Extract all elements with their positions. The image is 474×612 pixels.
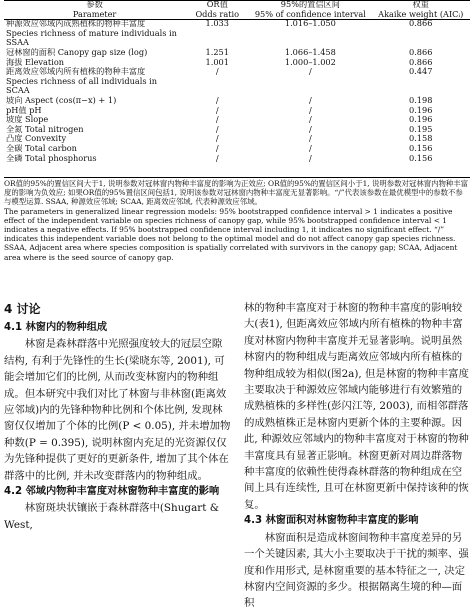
header-ci-cn: 95%的置信区间	[280, 0, 340, 9]
row-odds-ratio: /	[215, 104, 219, 115]
paragraph-4-2-start: 林窗斑块状镶嵌于森林群落中(Shugart & West,	[4, 502, 219, 531]
table-row	[4, 48, 470, 58]
discussion-right-column	[244, 300, 472, 612]
header-confidence-interval	[249, 0, 371, 19]
row-parameter-line1: 坡度 Slope	[6, 114, 49, 125]
row-parameter	[4, 67, 185, 96]
row-odds-ratio: /	[215, 66, 219, 77]
row-confidence-interval: /	[308, 142, 312, 153]
header-or-cn: OR值	[206, 0, 228, 9]
table-note-en: The parameters in generalized linear regression models: 95% bootstrapped confidence interval > 1 indicates a positive effect of the independent variable on species richness of canopy gap, while 95% bootstrapped confidence interval < 1 indicates a negative effects. If 95% bootstrapped confidence interval including 1, it indicates no significant effect. “/” indicates this independent variable does not belong to the optimal model and do not affect canopy gap species richness. SSAA, Adjacent area where species composition is spatially correlated with survivors in the canopy gap; SCAA, Adjacent area where is the seed source of canopy gap.	[4, 206, 458, 262]
header-aic-en: Akaike weight (AICᵢ)	[378, 8, 464, 19]
row-parameter	[4, 19, 185, 48]
row-odds-ratio: 1.033	[205, 18, 229, 29]
row-akaike-weight: 0.196	[409, 104, 433, 115]
row-odds-ratio: 1.251	[205, 46, 229, 57]
paragraph-4-3: 林窗面积是造成林窗间物种丰富度差异的另一个关键因素, 其大小主要取决于干扰的频率、强度和作用形式, 是林窗重要的基本特征之一, 决定林窗内空间资源的多少。根据隔离生境的种—面积	[244, 531, 469, 610]
row-confidence-interval: /	[308, 94, 312, 105]
table-notes	[4, 179, 470, 262]
row-confidence-interval: /	[308, 104, 312, 115]
row-parameter-line1: 坡向 Aspect (cos(π−x) + 1)	[6, 94, 117, 105]
table-row	[4, 67, 470, 96]
subsection-heading-4-2: 4.2 邻域内物种丰富度对林窗物种丰富度的影响	[4, 486, 220, 498]
row-parameter-line2: Species richness of mature individuals in SSAA	[6, 27, 177, 48]
row-parameter-line1: 距离效应邻域内所有植株的物种丰富度	[6, 66, 146, 77]
table-row	[4, 125, 470, 135]
header-aic-cn: 权重	[412, 0, 429, 9]
header-parameter-cn: 参数	[86, 0, 103, 9]
subsection-heading-4-1: 4.1 林窗内的物种组成	[4, 322, 108, 333]
row-confidence-interval: /	[308, 114, 312, 125]
row-akaike-weight: 0.866	[409, 46, 433, 57]
row-odds-ratio: /	[215, 152, 219, 163]
paragraph-4-1: 林窗是森林群落中光照强度较大的冠层空隙结构, 有利于先锋性的生长(梁晓东等, 2001), 可能会增加它们的比例, 从而改变林窗内的物种组成。但本研究中我们对比了林窗与非林窗(距离效应邻域)内的先锋种物种比例和个体比例, 发现林窗仅仅增加了个体的比例(P < 0.05), 并未增加物种数(P = 0.395), 说明林窗内充足的光资源仅仅为先锋种提供了更好的更新条件, 增加了其个体在群落中的比例, 并未改变群落内的物种组成。	[4, 338, 231, 482]
table-row	[4, 106, 470, 116]
header-ci-en: 95% of confidence interval	[254, 8, 366, 19]
row-akaike-weight: 0.195	[409, 123, 433, 134]
header-or-en: Odds ratio	[195, 8, 240, 19]
row-akaike-weight: 0.198	[409, 94, 433, 105]
header-parameter-en: Parameter	[72, 8, 117, 19]
table-note-cn: OR值的95%的置信区间大于1, 说明参数对冠林窗内物种丰富度的影响为正效应; OR值的95%的置信区间小于1, 说明参数对冠林窗内物种丰富度的影响为负效应; 如果OR值的95%置信区间包括1, 说明该参数对冠林窗内物种丰富度无显著影响。“/”代表该参数在最优模型中的参数不参与模型运算. SSAA, 种源效应邻域; SCAA, 距离效应邻域, 代表种源效应邻域。	[4, 179, 469, 207]
header-parameter	[4, 0, 185, 19]
row-confidence-interval: /	[308, 66, 312, 77]
row-akaike-weight: 0.196	[409, 114, 433, 125]
row-parameter-line1: 种源效应邻域内成熟植株的物种丰富度	[6, 18, 146, 29]
table-body	[4, 19, 470, 163]
row-parameter-line2: Species richness of all individuals in SCAA	[6, 75, 158, 96]
row-odds-ratio: /	[215, 123, 219, 134]
row-akaike-weight: 0.866	[409, 56, 433, 67]
row-akaike-weight: 0.156	[409, 142, 433, 153]
row-parameter-line1: 海拔 Elevation	[6, 56, 65, 67]
row-akaike-weight: 0.156	[409, 152, 433, 163]
discussion-left-column	[4, 302, 232, 533]
subsection-heading-4-3: 4.3 林窗面积对林窗物种丰富度的影响	[244, 515, 419, 527]
row-confidence-interval: /	[308, 133, 312, 144]
parameter-table	[4, 0, 470, 163]
row-confidence-interval: 1.000–1.002	[284, 56, 336, 67]
table-bottom-rule	[4, 177, 470, 178]
header-akaike-weight	[371, 0, 470, 19]
paragraph-4-2-continued: 林的物种丰富度对于林窗的物种丰富度的影响较大(表1), 但距离效应邻域内所有植株的物种丰富度对林窗内物种丰富度并无显著影响。说明虽然林窗内的物种组成与距离效应邻域内所有植株的物种组成较为相似(图2a), 但是林窗的物种丰富度主要取决于种源效应邻域内能够进行有效繁殖的成熟植株的多样性(彭闪江等, 2003), 而相邻群落的成熟植株正是林窗内更新个体的主要种源。因此, 种源效应邻域内的物种丰富度对于林窗的物种丰富度具有显著正影响。林窗更新对周边群落物种丰富度的依赖性使得森林群落的物种组成在空间上具有连续性, 且可在林窗更新中保持该种的恢复。	[244, 302, 469, 511]
row-confidence-interval: 1.066–1.458	[284, 46, 336, 57]
row-confidence-interval: /	[308, 152, 312, 163]
table-header-row	[4, 0, 470, 19]
row-confidence-interval: /	[308, 123, 312, 134]
row-odds-ratio: /	[215, 94, 219, 105]
row-akaike-weight: 0.866	[409, 18, 433, 29]
row-odds-ratio: 1.001	[205, 56, 229, 67]
table-header-rule	[4, 19, 470, 20]
row-confidence-interval: 1.016–1.050	[284, 18, 336, 29]
table-row	[4, 154, 470, 164]
row-odds-ratio: /	[215, 142, 219, 153]
table-row	[4, 96, 470, 106]
row-parameter-line1: 全磷 Total phosphorus	[6, 152, 97, 163]
row-parameter-line1: 全氮 Total nitrogen	[6, 123, 84, 134]
row-parameter-line1: 凸度 Convexity	[6, 133, 67, 144]
row-parameter-line1: pH值 pH	[6, 104, 42, 115]
header-odds-ratio	[185, 0, 249, 19]
row-parameter-line1: 冠林窗的面积 Canopy gap size (log)	[6, 46, 148, 57]
row-akaike-weight: 0.158	[409, 133, 433, 144]
table-row	[4, 19, 470, 48]
row-odds-ratio: /	[215, 114, 219, 125]
row-odds-ratio: /	[215, 133, 219, 144]
section-heading-discussion: 4 讨论	[4, 302, 41, 316]
row-parameter-line1: 全碳 Total carbon	[6, 142, 77, 153]
row-akaike-weight: 0.447	[409, 66, 433, 77]
row-parameter	[4, 154, 185, 164]
